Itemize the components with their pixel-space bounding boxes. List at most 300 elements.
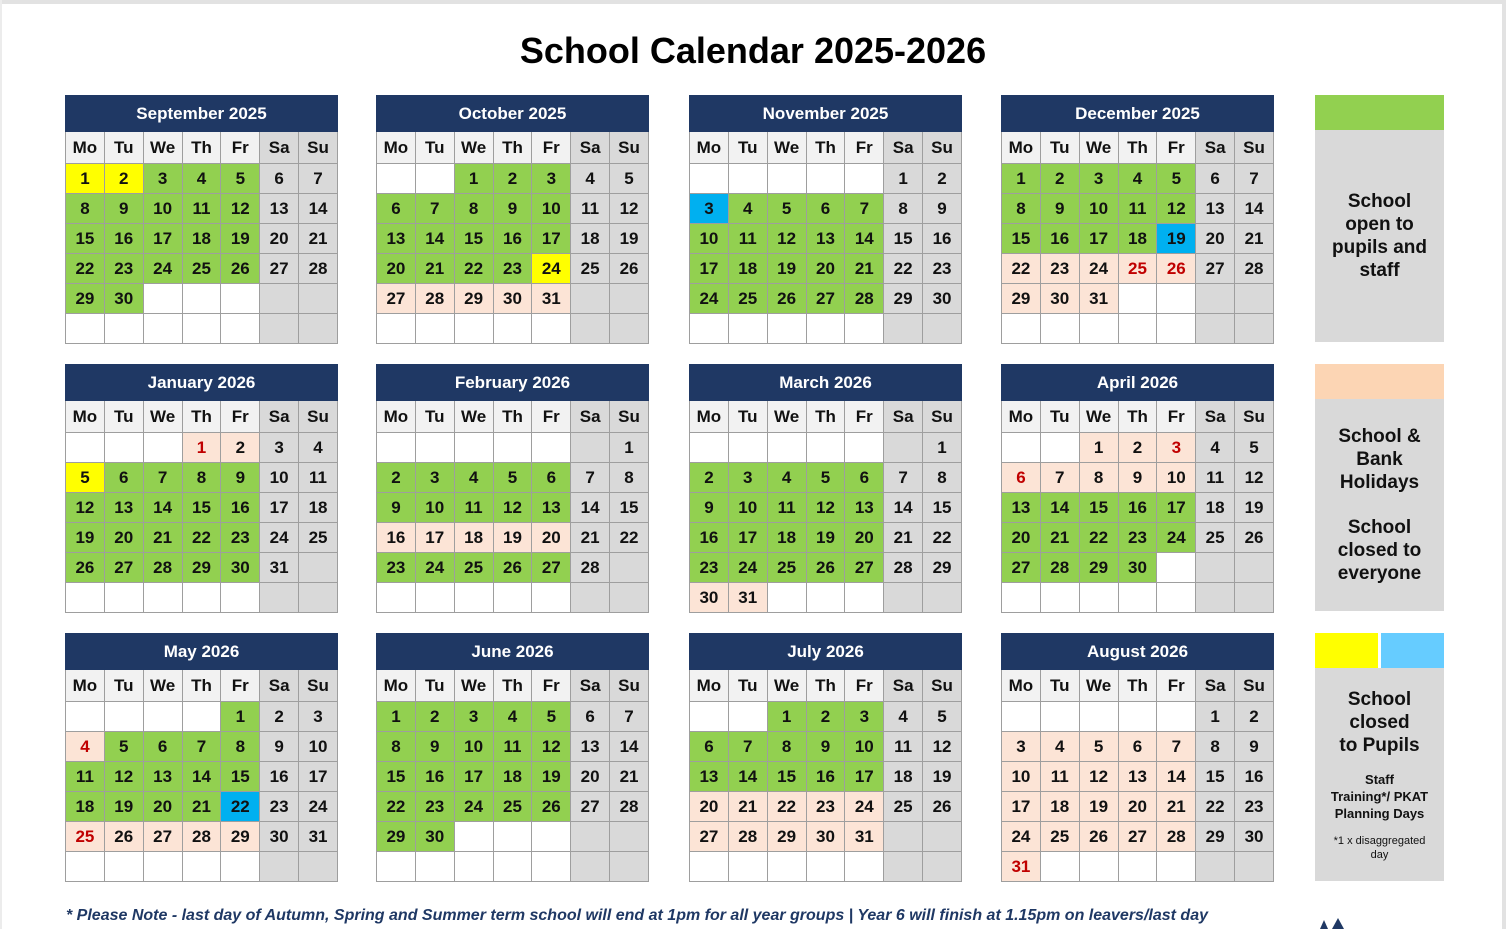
day-cell: 13 — [690, 762, 729, 792]
empty-cell — [415, 314, 454, 344]
day-cell: 2 — [1040, 164, 1079, 194]
empty-cell — [690, 314, 729, 344]
day-cell: 23 — [221, 523, 260, 553]
day-cell: 16 — [104, 224, 143, 254]
day-cell: 19 — [767, 254, 806, 284]
empty-cell — [493, 852, 532, 882]
day-cell: 24 — [1157, 523, 1196, 553]
day-cell: 19 — [1157, 224, 1196, 254]
legend-open-line-3: pupils and — [1332, 237, 1427, 258]
day-cell: 26 — [767, 284, 806, 314]
week-row — [66, 284, 338, 314]
day-header: Su — [610, 670, 649, 702]
day-cell: 9 — [493, 194, 532, 224]
legend-closed-line-3: to Pupils — [1339, 734, 1420, 756]
day-cell: 24 — [143, 254, 182, 284]
legend-closed-line-1: School — [1347, 688, 1412, 710]
empty-cell — [532, 852, 571, 882]
week-row — [1002, 194, 1274, 224]
day-cell: 16 — [1118, 493, 1157, 523]
week-row — [66, 523, 338, 553]
day-cell: 3 — [454, 702, 493, 732]
day-cell: 29 — [221, 822, 260, 852]
month-title: August 2026 — [1002, 634, 1274, 670]
day-cell: 14 — [1040, 493, 1079, 523]
empty-cell — [299, 284, 338, 314]
day-header: We — [1079, 401, 1118, 433]
day-cell: 4 — [493, 702, 532, 732]
month-block — [1001, 364, 1274, 613]
day-cell: 19 — [923, 762, 962, 792]
month-block — [1001, 633, 1274, 882]
day-cell: 29 — [182, 553, 221, 583]
legend-open-line-2: open to — [1345, 214, 1414, 235]
day-cell: 17 — [845, 762, 884, 792]
day-cell: 29 — [377, 822, 416, 852]
day-cell: 18 — [66, 792, 105, 822]
day-header: We — [1079, 670, 1118, 702]
day-cell: 14 — [143, 493, 182, 523]
day-cell: 8 — [884, 194, 923, 224]
empty-cell — [1079, 583, 1118, 613]
week-row — [1002, 433, 1274, 463]
day-cell: 7 — [884, 463, 923, 493]
day-cell: 8 — [1196, 732, 1235, 762]
day-cell: 29 — [923, 553, 962, 583]
empty-cell — [767, 314, 806, 344]
day-cell: 5 — [806, 463, 845, 493]
day-header: Fr — [1157, 132, 1196, 164]
day-cell: 10 — [532, 194, 571, 224]
day-cell: 20 — [143, 792, 182, 822]
day-cell: 6 — [806, 194, 845, 224]
empty-cell — [1235, 583, 1274, 613]
empty-cell — [767, 433, 806, 463]
empty-cell — [1040, 583, 1079, 613]
day-cell: 20 — [1118, 792, 1157, 822]
day-cell: 13 — [104, 493, 143, 523]
day-cell: 28 — [884, 553, 923, 583]
day-header: Fr — [221, 670, 260, 702]
day-header: Su — [923, 401, 962, 433]
week-row — [1002, 732, 1274, 762]
empty-cell — [806, 164, 845, 194]
empty-cell — [532, 314, 571, 344]
day-cell: 21 — [610, 762, 649, 792]
week-row — [377, 523, 649, 553]
day-cell: 17 — [690, 254, 729, 284]
day-cell: 5 — [610, 164, 649, 194]
day-cell: 22 — [66, 254, 105, 284]
day-cell: 24 — [260, 523, 299, 553]
empty-cell — [1118, 314, 1157, 344]
day-cell: 20 — [845, 523, 884, 553]
day-cell: 12 — [923, 732, 962, 762]
day-cell: 10 — [845, 732, 884, 762]
empty-cell — [1002, 314, 1041, 344]
empty-cell — [571, 433, 610, 463]
day-cell: 26 — [532, 792, 571, 822]
day-cell: 10 — [143, 194, 182, 224]
day-cell: 17 — [299, 762, 338, 792]
empty-cell — [1157, 702, 1196, 732]
empty-cell — [806, 314, 845, 344]
day-cell: 21 — [845, 254, 884, 284]
day-cell: 21 — [1235, 224, 1274, 254]
day-header: Tu — [1040, 132, 1079, 164]
day-cell: 20 — [690, 792, 729, 822]
week-row — [377, 792, 649, 822]
day-cell: 31 — [1002, 852, 1041, 882]
day-cell: 4 — [66, 732, 105, 762]
day-header: Fr — [845, 401, 884, 433]
empty-cell — [571, 284, 610, 314]
empty-cell — [1235, 852, 1274, 882]
day-cell: 12 — [221, 194, 260, 224]
day-header: Su — [1235, 670, 1274, 702]
day-cell: 12 — [532, 732, 571, 762]
day-cell: 28 — [610, 792, 649, 822]
day-cell: 27 — [532, 553, 571, 583]
day-cell: 12 — [1235, 463, 1274, 493]
month-table — [65, 633, 338, 882]
empty-cell — [767, 164, 806, 194]
legend-holidays-line-2: Bank — [1356, 449, 1403, 470]
week-row — [66, 493, 338, 523]
week-row — [1002, 164, 1274, 194]
day-header: Sa — [884, 670, 923, 702]
week-row — [377, 194, 649, 224]
day-cell: 27 — [690, 822, 729, 852]
day-cell: 14 — [1235, 194, 1274, 224]
day-cell: 31 — [728, 583, 767, 613]
week-row — [66, 822, 338, 852]
day-cell: 23 — [377, 553, 416, 583]
week-row — [377, 254, 649, 284]
week-row — [1002, 284, 1274, 314]
day-cell: 25 — [728, 284, 767, 314]
week-row — [690, 433, 962, 463]
month-block — [376, 95, 649, 344]
day-cell: 29 — [767, 822, 806, 852]
day-cell: 31 — [299, 822, 338, 852]
week-row — [66, 314, 338, 344]
day-cell: 12 — [1157, 194, 1196, 224]
day-cell: 20 — [260, 224, 299, 254]
day-cell: 22 — [1002, 254, 1041, 284]
empty-cell — [1157, 852, 1196, 882]
empty-cell — [299, 852, 338, 882]
day-header: We — [767, 401, 806, 433]
day-cell: 12 — [1079, 762, 1118, 792]
week-row — [1002, 792, 1274, 822]
week-row — [66, 762, 338, 792]
day-cell: 22 — [767, 792, 806, 822]
day-cell: 29 — [884, 284, 923, 314]
empty-cell — [690, 164, 729, 194]
day-cell: 11 — [1118, 194, 1157, 224]
day-cell: 26 — [1079, 822, 1118, 852]
month-table — [689, 633, 962, 882]
day-cell: 6 — [532, 463, 571, 493]
day-cell: 6 — [143, 732, 182, 762]
empty-cell — [610, 553, 649, 583]
day-header: Su — [610, 401, 649, 433]
week-row — [1002, 762, 1274, 792]
day-cell: 7 — [143, 463, 182, 493]
day-cell: 22 — [610, 523, 649, 553]
empty-cell — [377, 583, 416, 613]
empty-cell — [571, 852, 610, 882]
empty-cell — [104, 314, 143, 344]
day-cell: 5 — [767, 194, 806, 224]
day-cell: 4 — [571, 164, 610, 194]
empty-cell — [143, 852, 182, 882]
week-row — [690, 762, 962, 792]
day-header: Th — [1118, 401, 1157, 433]
day-header: Th — [182, 670, 221, 702]
day-cell: 14 — [1157, 762, 1196, 792]
day-cell: 2 — [923, 164, 962, 194]
day-cell: 16 — [923, 224, 962, 254]
week-row — [690, 314, 962, 344]
week-row — [690, 284, 962, 314]
empty-cell — [1040, 314, 1079, 344]
day-cell: 16 — [1040, 224, 1079, 254]
day-cell: 17 — [415, 523, 454, 553]
month-title: April 2026 — [1002, 365, 1274, 401]
empty-cell — [690, 702, 729, 732]
empty-cell — [923, 314, 962, 344]
day-cell: 4 — [1196, 433, 1235, 463]
legend-note-line-2: day — [1370, 848, 1389, 861]
empty-cell — [143, 583, 182, 613]
day-cell: 10 — [1079, 194, 1118, 224]
day-cell: 21 — [182, 792, 221, 822]
day-header: We — [1079, 132, 1118, 164]
day-header: Sa — [571, 670, 610, 702]
legend-open-line-1: School — [1347, 191, 1412, 212]
day-cell: 8 — [1002, 194, 1041, 224]
empty-cell — [415, 433, 454, 463]
empty-cell — [1157, 314, 1196, 344]
empty-cell — [299, 553, 338, 583]
day-cell: 22 — [884, 254, 923, 284]
day-header: Th — [1118, 132, 1157, 164]
day-cell: 20 — [1002, 523, 1041, 553]
empty-cell — [1079, 702, 1118, 732]
empty-cell — [66, 583, 105, 613]
day-cell: 4 — [884, 702, 923, 732]
week-row — [1002, 224, 1274, 254]
day-cell: 4 — [182, 164, 221, 194]
day-header: Th — [806, 132, 845, 164]
day-cell: 30 — [493, 284, 532, 314]
day-cell: 29 — [1196, 822, 1235, 852]
day-header: Sa — [260, 670, 299, 702]
day-header: Th — [1118, 670, 1157, 702]
day-cell: 25 — [493, 792, 532, 822]
legend-holidays — [1315, 364, 1444, 611]
empty-cell — [845, 314, 884, 344]
day-cell: 6 — [260, 164, 299, 194]
day-cell: 13 — [1002, 493, 1041, 523]
footer-note: * Please Note - last day of Autumn, Spring and Summer term school will end at 1pm for all year groups | Year 6 will finish at 1.15pm on leavers/last day — [66, 907, 1208, 924]
empty-cell — [454, 314, 493, 344]
empty-cell — [1079, 852, 1118, 882]
day-cell: 7 — [1040, 463, 1079, 493]
month-table — [65, 364, 338, 613]
day-cell: 4 — [728, 194, 767, 224]
week-row — [1002, 822, 1274, 852]
day-cell: 7 — [571, 463, 610, 493]
day-header: Th — [806, 401, 845, 433]
day-header: Fr — [532, 670, 571, 702]
day-cell: 10 — [299, 732, 338, 762]
day-cell: 13 — [806, 224, 845, 254]
day-cell: 22 — [1196, 792, 1235, 822]
day-cell: 3 — [1079, 164, 1118, 194]
month-table — [376, 633, 649, 882]
empty-cell — [532, 433, 571, 463]
empty-cell — [454, 822, 493, 852]
week-row — [690, 792, 962, 822]
day-cell: 26 — [923, 792, 962, 822]
empty-cell — [104, 433, 143, 463]
school-logo-icon — [1318, 918, 1358, 929]
day-cell: 31 — [260, 553, 299, 583]
month-title: February 2026 — [377, 365, 649, 401]
week-row — [1002, 852, 1274, 882]
empty-cell — [1040, 433, 1079, 463]
day-header: Fr — [1157, 670, 1196, 702]
day-header: Tu — [104, 132, 143, 164]
day-cell: 6 — [1002, 463, 1041, 493]
day-cell: 16 — [806, 762, 845, 792]
day-cell: 18 — [1118, 224, 1157, 254]
day-cell: 26 — [1157, 254, 1196, 284]
week-row — [1002, 493, 1274, 523]
day-cell: 30 — [1040, 284, 1079, 314]
day-cell: 1 — [221, 702, 260, 732]
empty-cell — [260, 583, 299, 613]
empty-cell — [377, 164, 416, 194]
month-block — [65, 633, 338, 882]
day-cell: 10 — [690, 224, 729, 254]
day-cell: 24 — [690, 284, 729, 314]
week-row — [66, 224, 338, 254]
empty-cell — [728, 702, 767, 732]
empty-cell — [104, 852, 143, 882]
empty-cell — [1040, 852, 1079, 882]
empty-cell — [1235, 553, 1274, 583]
day-cell: 7 — [845, 194, 884, 224]
empty-cell — [884, 314, 923, 344]
week-row — [66, 792, 338, 822]
day-cell: 24 — [454, 792, 493, 822]
day-cell: 1 — [923, 433, 962, 463]
day-cell: 25 — [1196, 523, 1235, 553]
day-header: Mo — [66, 670, 105, 702]
day-cell: 27 — [1196, 254, 1235, 284]
day-cell: 22 — [923, 523, 962, 553]
day-cell: 16 — [493, 224, 532, 254]
empty-cell — [610, 314, 649, 344]
day-cell: 1 — [1196, 702, 1235, 732]
week-row — [377, 164, 649, 194]
day-cell: 12 — [767, 224, 806, 254]
day-cell: 8 — [767, 732, 806, 762]
day-cell: 26 — [610, 254, 649, 284]
empty-cell — [377, 433, 416, 463]
day-cell: 19 — [532, 762, 571, 792]
day-cell: 16 — [1235, 762, 1274, 792]
day-cell: 9 — [104, 194, 143, 224]
day-cell: 11 — [493, 732, 532, 762]
day-cell: 5 — [104, 732, 143, 762]
day-cell: 3 — [299, 702, 338, 732]
day-cell: 27 — [260, 254, 299, 284]
week-row — [377, 762, 649, 792]
day-cell: 22 — [377, 792, 416, 822]
legend-staff-line-2: Training*/ PKAT — [1330, 788, 1429, 804]
legend-holidays-line-3: Holidays — [1339, 472, 1420, 493]
day-cell: 5 — [1079, 732, 1118, 762]
day-cell: 2 — [806, 702, 845, 732]
legend-holidays-line-5: closed to — [1337, 540, 1422, 561]
month-title: March 2026 — [690, 365, 962, 401]
week-row — [66, 732, 338, 762]
day-cell: 7 — [1235, 164, 1274, 194]
day-cell: 10 — [454, 732, 493, 762]
day-cell: 8 — [182, 463, 221, 493]
empty-cell — [806, 852, 845, 882]
day-cell: 26 — [66, 553, 105, 583]
day-cell: 18 — [182, 224, 221, 254]
week-row — [377, 314, 649, 344]
day-cell: 6 — [104, 463, 143, 493]
day-cell: 6 — [845, 463, 884, 493]
week-row — [377, 493, 649, 523]
empty-cell — [1196, 852, 1235, 882]
day-cell: 9 — [260, 732, 299, 762]
day-header: Sa — [571, 132, 610, 164]
month-title: December 2025 — [1002, 96, 1274, 132]
month-title: November 2025 — [690, 96, 962, 132]
day-cell: 30 — [221, 553, 260, 583]
empty-cell — [610, 284, 649, 314]
day-cell: 7 — [299, 164, 338, 194]
week-row — [377, 852, 649, 882]
empty-cell — [454, 583, 493, 613]
day-cell: 25 — [571, 254, 610, 284]
day-cell: 31 — [1079, 284, 1118, 314]
day-cell: 11 — [728, 224, 767, 254]
legend-closed-box — [1315, 668, 1444, 881]
day-cell: 9 — [221, 463, 260, 493]
empty-cell — [104, 702, 143, 732]
day-cell: 13 — [571, 732, 610, 762]
day-header: Mo — [66, 132, 105, 164]
month-title: September 2025 — [66, 96, 338, 132]
day-cell: 15 — [923, 493, 962, 523]
day-cell: 2 — [690, 463, 729, 493]
day-header: Su — [923, 132, 962, 164]
day-cell: 20 — [1196, 224, 1235, 254]
month-table — [1001, 633, 1274, 882]
day-cell: 23 — [1118, 523, 1157, 553]
empty-cell — [221, 583, 260, 613]
